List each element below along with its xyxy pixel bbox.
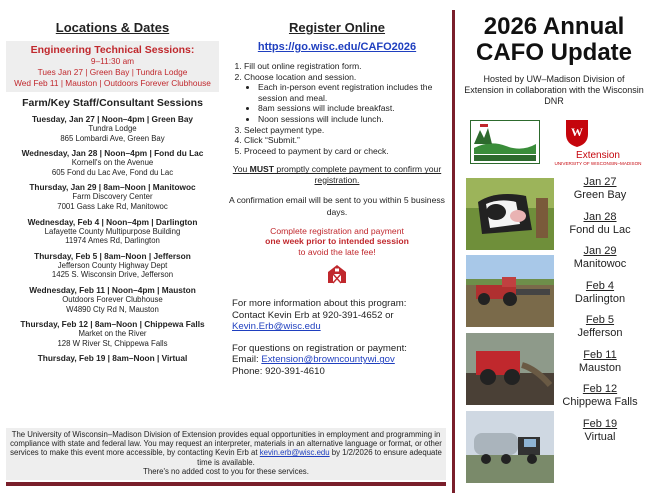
- session-date: Tuesday, Jan 27 | Noon–4pm | Green Bay: [31, 114, 194, 124]
- session-address: 865 Lombardi Ave, Green Bay: [60, 133, 165, 143]
- engineering-line-2: Wed Feb 11 | Mauston | Outdoors Forever Clubhouse: [14, 78, 211, 88]
- svg-text:W: W: [571, 125, 583, 139]
- session-address: 605 Fond du Lac Ave, Fond du Lac: [51, 167, 174, 177]
- truck-photo: [466, 411, 554, 483]
- session-date: Wednesday, Jan 28 | Noon–4pm | Fond du Lac: [21, 148, 204, 159]
- column-divider: [452, 10, 455, 493]
- footer-text-1: The University of Wisconsin–Madison Division of Extension provides equal opportunities in employment and programming in compliance with state and federal law. You may request an interpreter, materials in an alternative language or format, or other services to make this event more accessible, by contacting Kevin Erb at: [10, 430, 442, 458]
- date-label: Feb 5: [585, 314, 615, 326]
- register-column: [228, 0, 446, 377]
- session-address: 11974 Ames Rd, Darlington: [65, 236, 160, 246]
- session-venue: Market on the River: [78, 329, 147, 339]
- questions-line-1: For questions on registration or payment:: [232, 342, 407, 354]
- date-city: Virtual: [584, 430, 616, 443]
- substep-item: • Each in-person event registration includes the session and meal.: [258, 82, 446, 103]
- session-venue: Jefferson County Highway Dept: [57, 260, 168, 270]
- date-city: Jefferson: [577, 327, 623, 339]
- engineering-line-1: Tues Jan 27 | Green Bay | Tundra Lodge: [37, 67, 188, 77]
- substep-item: • 8am sessions will include breakfast.: [258, 103, 446, 114]
- page-title: [458, 14, 650, 66]
- date-item: [550, 176, 650, 202]
- kevin-email-link[interactable]: Kevin.Erb@wisc.edu: [232, 321, 321, 333]
- title-line-1: 2026 Annual: [483, 13, 625, 40]
- footer-text-3: There's no added cost to you for these services.: [143, 466, 309, 476]
- payment-notice-pre: You: [232, 164, 250, 175]
- extension-wordmark: Extension: [576, 150, 620, 161]
- cow-icon-wrap: [228, 263, 446, 290]
- session-item: [0, 217, 225, 246]
- session-item: [0, 148, 225, 177]
- late-fee-notice: [228, 226, 446, 258]
- date-list: [550, 176, 650, 452]
- more-info-line-2: Contact Kevin Erb at 920-391-4652 or: [232, 309, 394, 321]
- date-label: Feb 4: [585, 279, 615, 292]
- registration-email-link[interactable]: Extension@browncountywi.gov: [261, 354, 395, 366]
- manure-spreader-photo: [466, 333, 554, 405]
- session-item: [0, 319, 225, 348]
- date-item: [550, 245, 650, 271]
- date-item: [550, 383, 650, 409]
- hosted-by-text: Hosted by UW–Madison Division of Extension in collaboration with the Wisconsin DNR: [464, 74, 644, 106]
- footer-bar: [6, 482, 446, 486]
- date-city: Mauston: [578, 361, 622, 374]
- date-label: Feb 19: [582, 417, 618, 430]
- session-date: Thursday, Jan 29 | 8am–Noon | Manitowoc: [29, 182, 196, 193]
- barn-icon: [326, 263, 348, 285]
- email-label: Email:: [232, 354, 262, 366]
- session-address: 7001 Gass Lake Rd, Manitowoc: [57, 201, 168, 211]
- date-item: [550, 418, 650, 444]
- late-fee-emphasis: one week prior to intended session: [265, 236, 409, 247]
- step-text: Choose location and session.: [244, 71, 357, 82]
- confirmation-notice: A confirmation email will be sent to you within 5 business days.: [229, 194, 445, 217]
- payment-notice: [228, 164, 446, 185]
- session-date: Thursday, Feb 5 | 8am–Noon | Jefferson: [34, 250, 191, 261]
- date-city: Green Bay: [573, 189, 627, 201]
- locations-heading: Locations & Dates: [55, 20, 170, 35]
- substep-item: • Noon sessions will include lunch.: [258, 114, 446, 125]
- footer-text-2: by 1/2/2026 to ensure adequate time is available.: [197, 448, 442, 467]
- date-label: Feb 11: [583, 348, 617, 361]
- questions-phone: Phone: 920-391-4610: [232, 365, 325, 377]
- payment-notice-must: MUST: [249, 164, 275, 175]
- title-line-2: CAFO Update: [476, 39, 632, 66]
- register-heading: Register Online: [288, 20, 386, 35]
- date-item: [550, 349, 650, 375]
- date-city: Manitowoc: [573, 258, 627, 270]
- late-fee-line-1: Complete registration and payment: [270, 225, 404, 236]
- tractor-photo: [466, 255, 554, 327]
- registration-steps: [228, 61, 446, 156]
- payment-notice-post: promptly complete payment to confirm your registration.: [274, 164, 442, 185]
- step-item: 1. Fill out online registration form.: [244, 61, 446, 72]
- session-date: Thursday, Feb 19 | 8am–Noon | Virtual: [37, 353, 188, 364]
- late-fee-line-2: [228, 236, 446, 247]
- session-address: 128 W River St, Chippewa Falls: [57, 338, 168, 348]
- session-venue: Farm Discovery Center: [72, 192, 153, 202]
- step-item: 4. Click “Submit.”: [244, 135, 446, 146]
- date-label: Jan 28: [583, 210, 617, 223]
- date-item: [550, 211, 650, 237]
- late-fee-line-3: to avoid the late fee!: [298, 246, 376, 257]
- session-address: W4890 Cty Rd N, Mauston: [66, 304, 159, 314]
- step-item: 3. Select payment type.: [244, 125, 446, 136]
- session-date: Thursday, Feb 12 | 8am–Noon | Chippewa Falls: [20, 319, 205, 330]
- registration-link[interactable]: https://go.wisc.edu/CAFO2026: [257, 41, 417, 53]
- step-item: [244, 72, 446, 125]
- session-date: Wednesday, Feb 11 | Noon–4pm | Mauston: [29, 284, 196, 295]
- more-info: [228, 298, 446, 377]
- extension-logo: [548, 150, 648, 167]
- date-label: Jan 29: [583, 245, 617, 257]
- cow-photo: [466, 178, 554, 250]
- engineering-time: 9–11:30 am: [90, 56, 135, 66]
- date-city: Chippewa Falls: [562, 396, 638, 408]
- date-item: [550, 314, 650, 340]
- date-city: Darlington: [574, 292, 626, 305]
- session-item: [0, 353, 225, 363]
- date-city: Fond du Lac: [569, 223, 631, 236]
- session-item: [0, 251, 225, 280]
- session-date: Wednesday, Feb 4 | Noon–4pm | Darlington: [27, 216, 198, 227]
- session-venue: Lafayette County Multipurpose Building: [44, 226, 181, 236]
- session-venue: Kornell's on the Avenue: [71, 158, 154, 168]
- dnr-logo-icon: [470, 120, 540, 164]
- session-venue: Outdoors Forever Clubhouse: [62, 294, 163, 304]
- session-item: [0, 182, 225, 211]
- accessibility-footer: [6, 428, 446, 480]
- uw-crest-icon: [564, 118, 590, 148]
- session-address: 1425 S. Wisconsin Drive, Jefferson: [51, 270, 174, 280]
- title-column: [458, 0, 650, 443]
- extension-subtitle: UNIVERSITY OF WISCONSIN–MADISON: [554, 161, 642, 166]
- footer-email-link[interactable]: kevin.erb@wisc.edu: [259, 448, 330, 458]
- questions-email-line: [232, 354, 446, 366]
- date-item: [550, 280, 650, 306]
- date-label: Jan 27: [583, 176, 617, 188]
- session-item: [0, 285, 225, 314]
- date-label: Feb 12: [582, 383, 618, 395]
- farm-sessions-title: Farm/Key Staff/Consultant Sessions: [22, 97, 203, 109]
- engineering-sessions-box: [6, 41, 219, 92]
- step-item: 5. Proceed to payment by card or check.: [244, 146, 446, 157]
- engineering-title: Engineering Technical Sessions:: [30, 44, 195, 56]
- more-info-line-1: For more information about this program:: [232, 298, 407, 310]
- session-item: [0, 114, 225, 143]
- session-venue: Tundra Lodge: [88, 124, 137, 133]
- locations-column: [0, 0, 225, 363]
